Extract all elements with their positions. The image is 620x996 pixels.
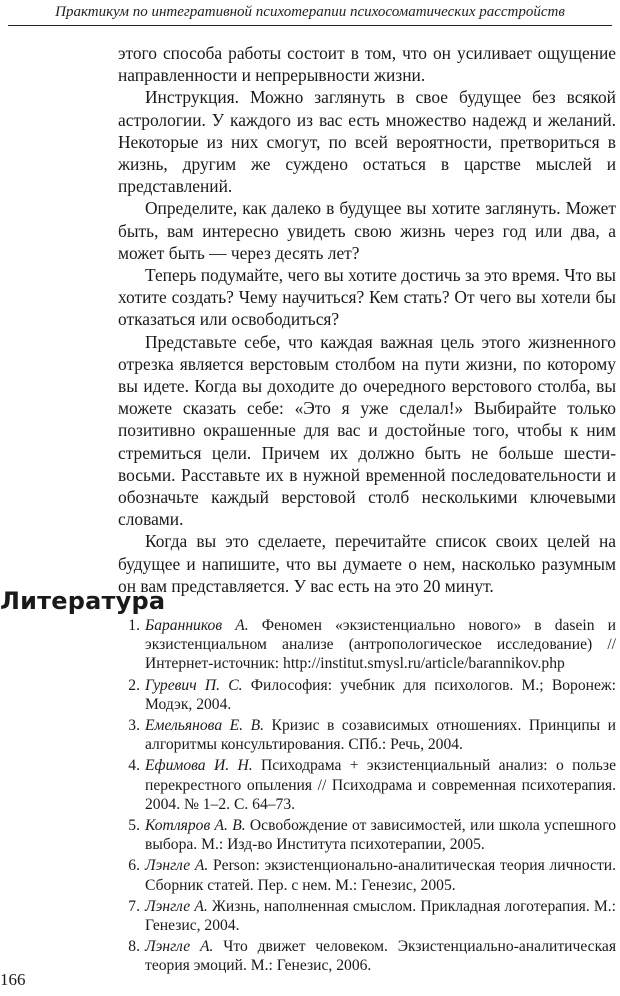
reference-number: 7.	[128, 897, 140, 915]
reference-number: 1.	[128, 617, 140, 634]
reference-number: 4.	[128, 757, 140, 775]
section-title: Литература	[0, 587, 166, 615]
reference-item	[118, 937, 616, 975]
reference-author: Ефимова И. Н.	[145, 757, 253, 775]
reference-text: Что движет человеком. Экзистенциально-аналитическая теория эмоций. М.: Генезис, 2006.	[145, 938, 617, 975]
reference-text: Жизнь, наполненная смыслом. Прикладная логотерапия. М.: Генезис, 2004.	[145, 897, 617, 935]
reference-text: Освобождение от зависимостей, или школа успешного выбора. М.: Изд-во Института психотерапии, 2005.	[145, 817, 616, 854]
reference-item	[118, 616, 616, 674]
reference-author: Котляров А. В.	[145, 817, 246, 835]
reference-item	[118, 716, 616, 754]
reference-number: 5.	[128, 817, 140, 835]
reference-number: 2.	[128, 676, 140, 694]
reference-number: 3.	[128, 717, 140, 735]
running-head: Практикум по интегративной психотерапии психосоматических расстройств	[55, 4, 565, 20]
reference-list	[118, 616, 616, 978]
reference-text: Person: экзистенционально-аналитическая теория личности. Сборник статей. Пер. с нем. М.: Генезис, 2005.	[145, 857, 617, 894]
reference-author: Емельянова Е. В.	[145, 717, 265, 735]
reference-text: Кризис в созависимых отношениях. Принципы и алгоритмы консультирования. СПб.: Речь, 2004.	[145, 717, 617, 754]
reference-item	[118, 856, 616, 894]
reference-text: Философия: учебник для психологов. М.; Воронеж: Модэк, 2004.	[145, 676, 616, 713]
reference-number: 6.	[128, 857, 140, 875]
paragraph: Теперь подумайте, чего вы хотите достичь за это время. Что вы хотите создать? Чему научиться? Кем стать? От чего вы хотели бы отказаться или освободиться?	[118, 265, 616, 330]
reference-author: Лэнгле А.	[145, 897, 208, 915]
reference-author: Гуревич П. С.	[145, 676, 243, 694]
paragraph: Определите, как далеко в будущее вы хотите заглянуть. Может быть, вам интересно увидеть свою жизнь через год или два, а может быть — через десять лет?	[118, 198, 616, 263]
paragraph: Инструкция. Можно заглянуть в свое будущее без всякой астрологии. У каждого из вас есть множество надежд и желаний. Некоторые из них смогут, по всей вероятности, претвориться в жизнь, другим же суждено остаться в царстве мыслей и представлений.	[118, 87, 616, 197]
paragraph: этого способа работы состоит в том, что он усиливает ощущение направленности и непрерывности жизни.	[118, 43, 616, 86]
reference-author: Лэнгле А.	[145, 938, 214, 956]
body-text	[118, 42, 616, 597]
reference-author: Баранников А.	[145, 617, 249, 634]
header-rule	[8, 25, 612, 26]
page-number: 166	[0, 970, 26, 989]
paragraph: Когда вы это сделаете, перечитайте список своих целей на будущее и напишите, что вы думаете о нем, насколько разумным он вам представляется. У вас есть на это 20 минут.	[118, 531, 616, 596]
paragraph: Представьте себе, что каждая важная цель этого жизненного отрезка является верстовым столбом на пути жизни, по которому вы идете. Когда вы доходите до очередного верстового столба, вы можете сказать себе: «Это я уже сделал!» Выбирайте только позитивно окрашенные для вас и достойные того, чтобы к ним стремиться цели. Причем их должно быть не больше шести-восьми. Расставьте их в нужной временной последовательности и обозначьте каждый верстовой столб несколькими ключевыми словами.	[118, 331, 616, 530]
reference-item	[118, 816, 616, 854]
reference-item	[118, 756, 616, 814]
reference-number: 8.	[128, 938, 140, 956]
reference-text: Психодрама + экзистенциальный анализ: о пользе перекрестного опыления // Психодрама и современная психотерапия. 2004. № 1–2. С. 64–73.	[145, 757, 616, 813]
reference-author: Лэнгле А.	[145, 857, 209, 875]
reference-item	[118, 676, 616, 714]
reference-item	[118, 897, 616, 935]
reference-text: Феномен «экзистенциально нового» в dasein и экзистенциальном анализе (антропологическое исследование) // Интернет-источник: http://institut.smysl.ru/article/barannikov.php	[145, 617, 616, 673]
